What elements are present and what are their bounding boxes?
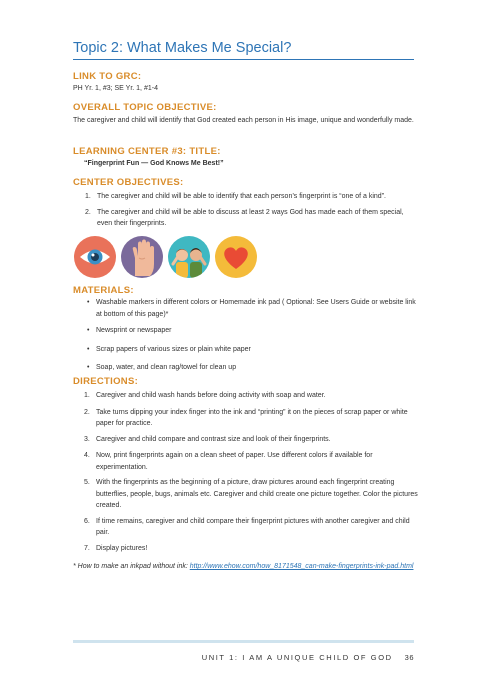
list-item — [84, 477, 418, 512]
list-item-number: 1. — [84, 392, 90, 399]
bullet: • — [87, 299, 90, 306]
list-item — [84, 450, 418, 473]
list-item — [84, 516, 418, 539]
list-item-text: If time remains, caregiver and child compare their fingerprint pictures with another caregiver and child pair. — [96, 517, 410, 536]
list-item-number: 1. — [85, 193, 91, 200]
list-item — [87, 344, 416, 356]
children-icon — [168, 236, 210, 278]
list-item-text: Take turns dipping your index finger into the ink and “printing” it on the pieces of scrap paper or white paper for practice. — [96, 408, 408, 427]
list-item-text: Washable markers in different colors or Homemade ink pad ( Optional: See Users Guide or website link at bottom of this page)* — [96, 299, 416, 318]
footer-divider — [73, 640, 414, 643]
directions-list — [84, 390, 418, 554]
footer-unit-title: UNIT 1: I AM A UNIQUE CHILD OF GOD — [201, 653, 393, 662]
list-item — [87, 325, 416, 337]
list-item — [84, 407, 418, 430]
learning-center-title: “Fingerprint Fun — God Knows Me Best!” — [84, 160, 224, 167]
directions-heading: DIRECTIONS: — [73, 376, 139, 387]
bullet: • — [87, 345, 90, 353]
icon-row — [74, 236, 274, 278]
list-item-text: The caregiver and child will be able to identify that each person’s fingerprint is “one of a kind”. — [97, 193, 386, 200]
list-item-text: Soap, water, and clean rag/towel for clean up — [96, 364, 237, 371]
inkpad-footnote — [73, 561, 418, 573]
overall-objective-heading: OVERALL TOPIC OBJECTIVE: — [73, 102, 217, 113]
list-item-text: Now, print fingerprints again on a clean sheet of paper. Use different colors if available for experimentation. — [96, 452, 373, 471]
center-objectives-list — [85, 191, 417, 230]
list-item-text: Newsprint or newspaper — [96, 327, 172, 334]
list-item-number: 3. — [84, 435, 90, 443]
overall-objective-text: The caregiver and child will identify that God created each person in His image, unique and wonderfully made. — [73, 117, 414, 124]
link-to-grc-heading: LINK TO GRC: — [73, 71, 142, 82]
list-item-text: Scrap papers of various sizes or plain white paper — [96, 345, 251, 353]
materials-list — [87, 297, 416, 374]
list-item-number: 6. — [84, 517, 90, 525]
inkpad-link[interactable]: http://www.ehow.com/how_8171548_can-make-fingerprints-ink-pad.html — [189, 563, 414, 570]
list-item — [87, 362, 416, 374]
list-item — [85, 207, 417, 230]
list-item-number: 4. — [84, 452, 90, 459]
hand-icon — [121, 236, 163, 278]
bullet: • — [87, 327, 90, 334]
title-divider — [73, 59, 414, 60]
page-title: Topic 2: What Makes Me Special? — [73, 40, 292, 56]
materials-heading: MATERIALS: — [73, 285, 134, 296]
page-number: 36 — [404, 653, 414, 662]
list-item-text: Caregiver and child wash hands before doing activity with soap and water. — [96, 392, 326, 399]
learning-center-heading: LEARNING CENTER #3: TITLE: — [73, 146, 221, 157]
list-item-text: Caregiver and child compare and contrast size and look of their fingerprints. — [96, 435, 331, 443]
list-item-text: Display pictures! — [96, 544, 148, 552]
list-item-text: With the fingerprints as the beginning of a picture, draw pictures around each fingerprint creating butterflies, people, bugs, animals etc. Caregiver and child create one picture together. Color the pictures created. — [96, 479, 418, 509]
list-item-number: 2. — [84, 408, 90, 416]
eye-icon — [74, 236, 116, 278]
link-to-grc-text: PH Yr. 1, #3; SE Yr. 1, #1-4 — [73, 85, 158, 92]
center-objectives-heading: CENTER OBJECTIVES: — [73, 177, 184, 188]
list-item-number: 2. — [85, 208, 91, 216]
page-footer — [73, 653, 414, 662]
list-item-number: 5. — [84, 479, 90, 486]
footnote-text: * How to make an inkpad without ink: — [73, 563, 190, 570]
list-item — [85, 191, 417, 203]
list-item-number: 7. — [84, 544, 90, 552]
list-item — [84, 434, 418, 446]
bullet: • — [87, 364, 90, 371]
heart-icon — [215, 236, 257, 278]
list-item — [84, 543, 418, 555]
list-item — [84, 390, 418, 402]
list-item-text: The caregiver and child will be able to discuss at least 2 ways God has made each of them special, even their fingerprints. — [97, 208, 404, 227]
list-item — [87, 297, 416, 320]
